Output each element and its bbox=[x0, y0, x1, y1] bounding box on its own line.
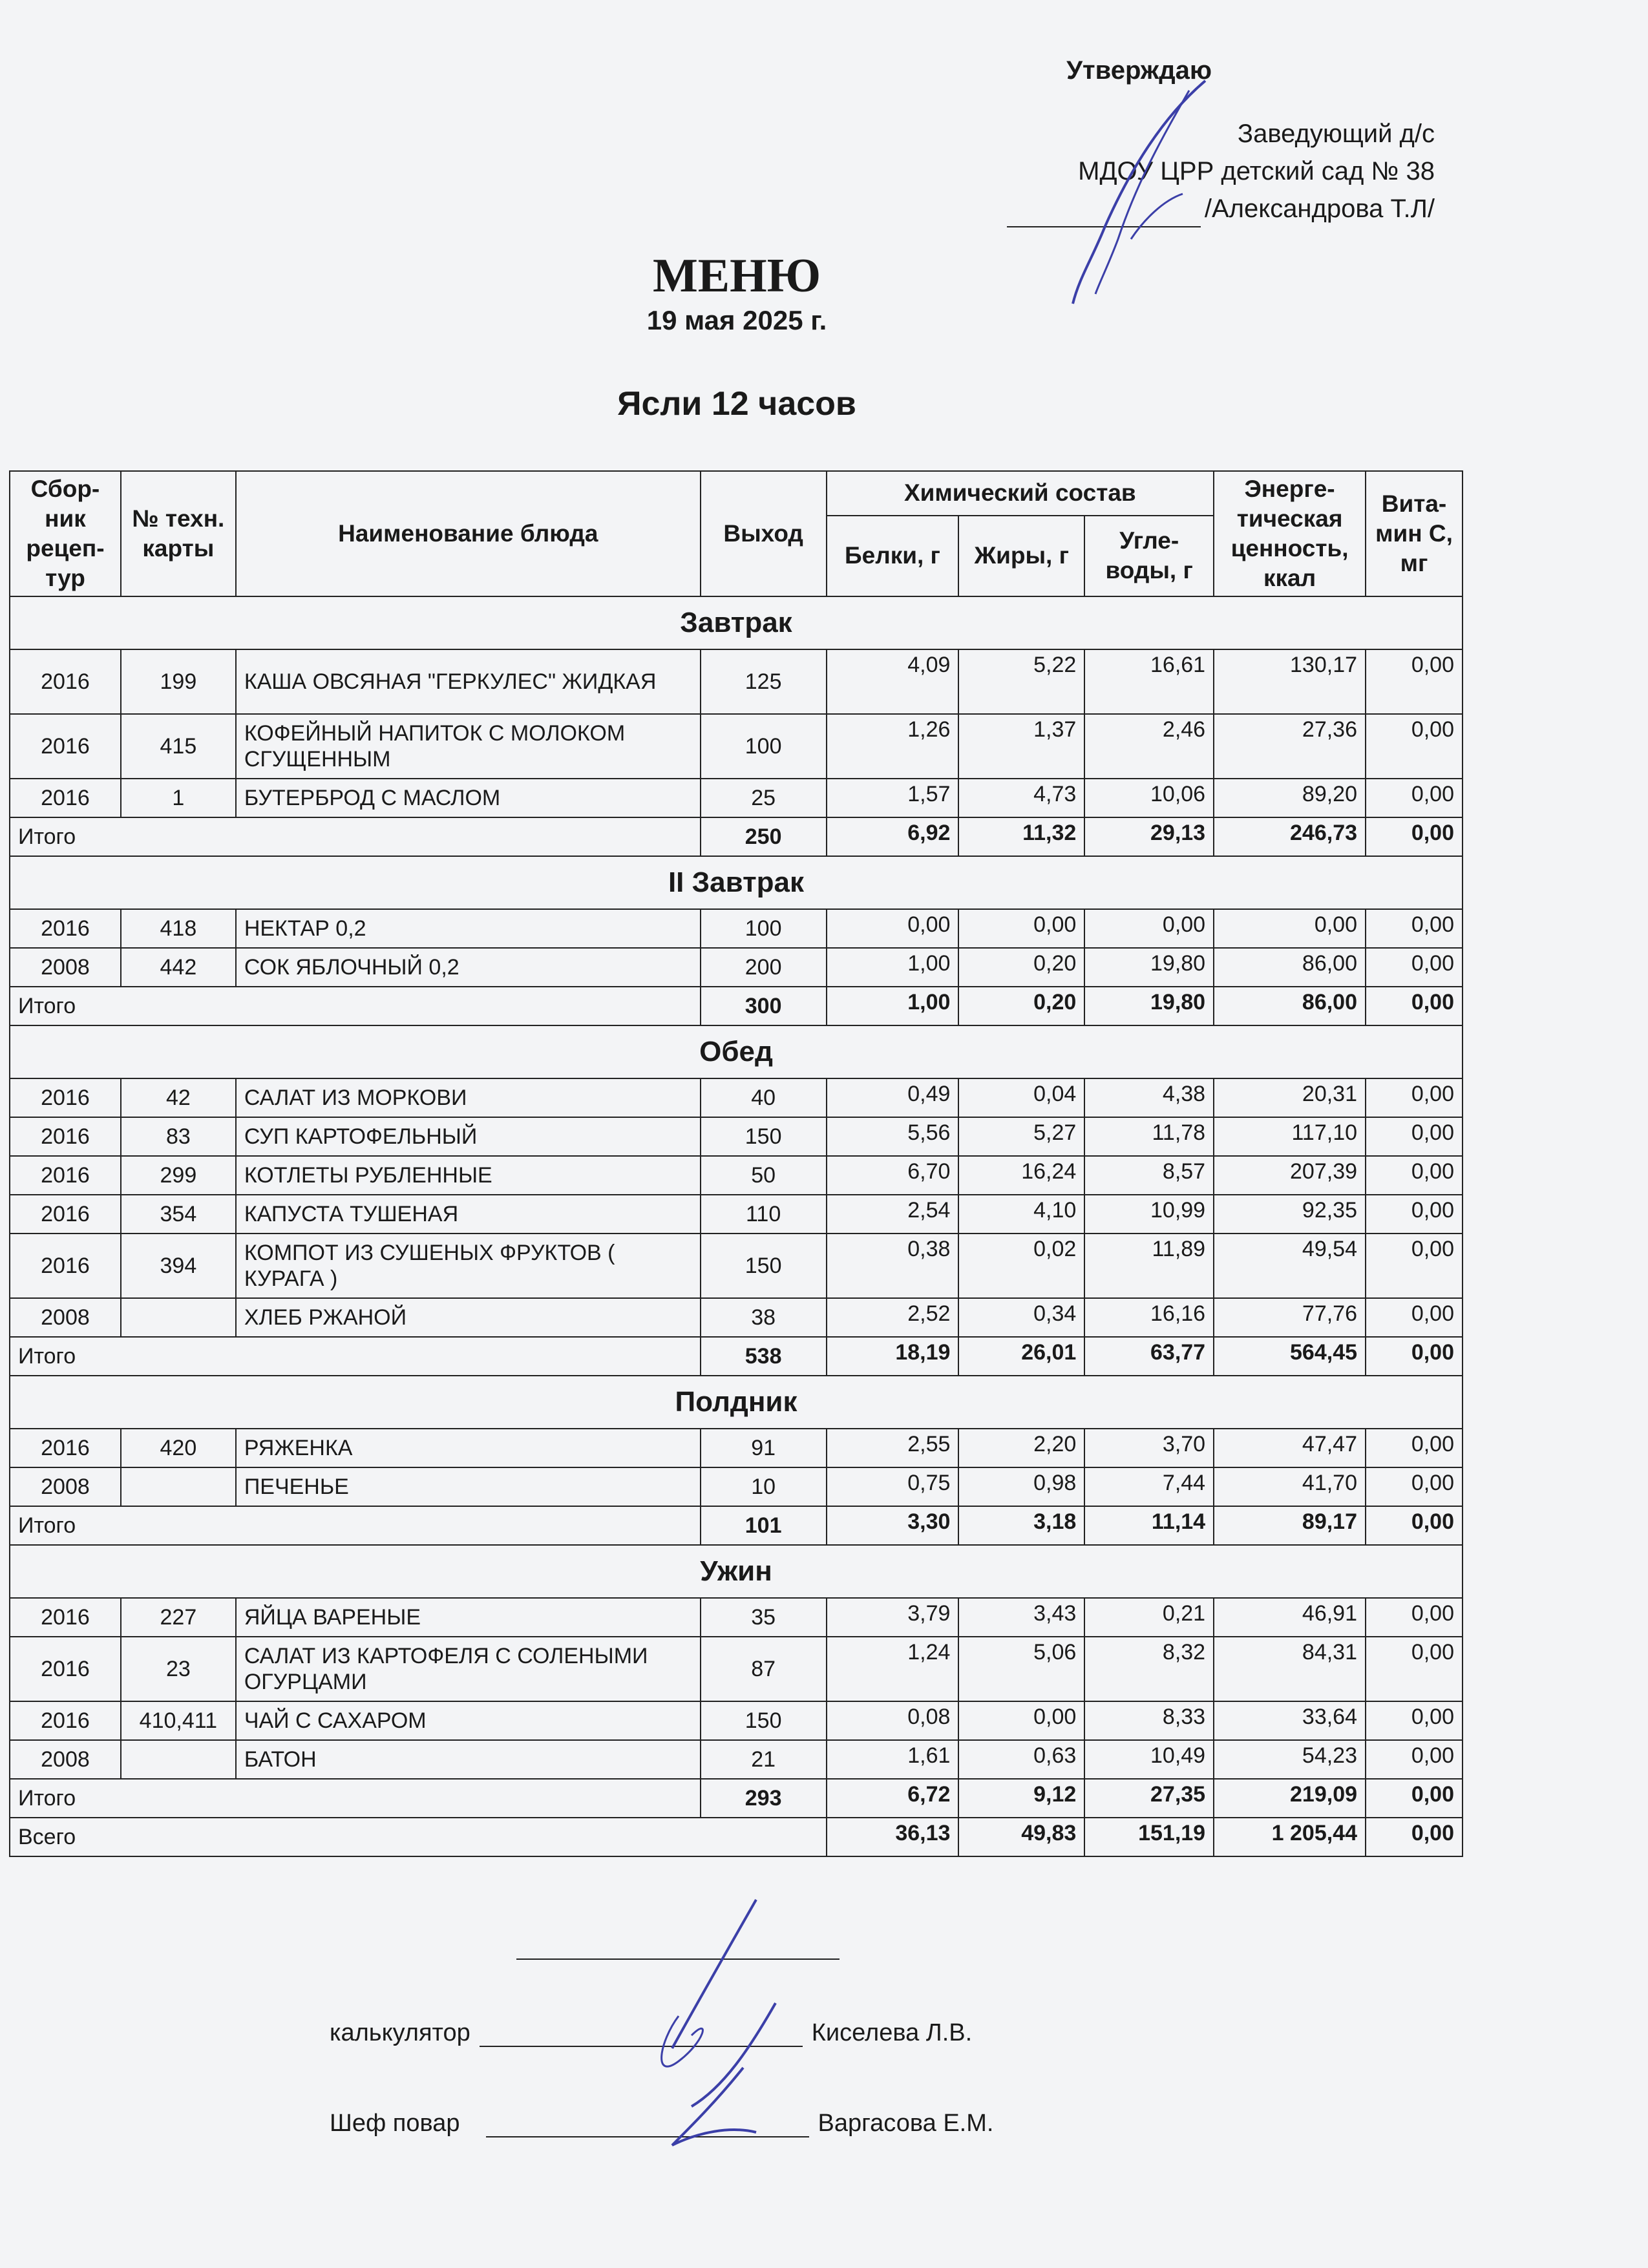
protein-cell: 2,55 bbox=[827, 1429, 959, 1467]
tech-card-cell: 1 bbox=[121, 779, 236, 817]
vitamin-cell: 0,00 bbox=[1366, 1429, 1463, 1467]
table-row bbox=[10, 1701, 1463, 1740]
vitamin-cell: 0,00 bbox=[1366, 1467, 1463, 1506]
table-row bbox=[10, 1467, 1463, 1506]
protein-cell: 2,54 bbox=[827, 1195, 959, 1234]
table-row bbox=[10, 1156, 1463, 1195]
collection-cell: 2016 bbox=[10, 1598, 121, 1637]
total-fat: 11,32 bbox=[958, 817, 1084, 856]
total-fat: 0,20 bbox=[958, 987, 1084, 1025]
table-row bbox=[10, 1598, 1463, 1637]
output-cell: 40 bbox=[701, 1078, 827, 1117]
total-fat: 26,01 bbox=[958, 1337, 1084, 1376]
table-row bbox=[10, 1429, 1463, 1467]
output-cell: 35 bbox=[701, 1598, 827, 1637]
section-title: II Завтрак bbox=[10, 856, 1463, 909]
tech-card-cell: 418 bbox=[121, 909, 236, 948]
dish-name-cell: КОТЛЕТЫ РУБЛЕННЫЕ bbox=[236, 1156, 701, 1195]
output-cell: 91 bbox=[701, 1429, 827, 1467]
section-header bbox=[10, 596, 1463, 649]
energy-cell: 130,17 bbox=[1214, 649, 1366, 714]
vitamin-cell: 0,00 bbox=[1366, 909, 1463, 948]
carbs-cell: 0,00 bbox=[1084, 909, 1214, 948]
dish-name-cell: РЯЖЕНКА bbox=[236, 1429, 701, 1467]
total-output: 101 bbox=[701, 1506, 827, 1545]
output-cell: 50 bbox=[701, 1156, 827, 1195]
vitamin-cell: 0,00 bbox=[1366, 1701, 1463, 1740]
tech-card-cell bbox=[121, 1467, 236, 1506]
output-cell: 200 bbox=[701, 948, 827, 987]
output-cell: 25 bbox=[701, 779, 827, 817]
energy-cell: 20,31 bbox=[1214, 1078, 1366, 1117]
vitamin-cell: 0,00 bbox=[1366, 948, 1463, 987]
table-row bbox=[10, 1195, 1463, 1234]
section-total-row bbox=[10, 1337, 1463, 1376]
energy-cell: 47,47 bbox=[1214, 1429, 1366, 1467]
page-title: МЕНЮ bbox=[652, 249, 821, 302]
menu-table bbox=[9, 470, 1463, 1857]
output-cell: 100 bbox=[701, 909, 827, 948]
output-cell: 21 bbox=[701, 1740, 827, 1779]
header-output: Выход bbox=[701, 471, 827, 596]
section-total-row bbox=[10, 1506, 1463, 1545]
output-cell: 125 bbox=[701, 649, 827, 714]
total-carbs: 11,14 bbox=[1084, 1506, 1214, 1545]
grand-total-fat: 49,83 bbox=[958, 1818, 1084, 1856]
header-energy: Энерге- тическая ценность, ккал bbox=[1214, 471, 1366, 596]
tech-card-cell: 83 bbox=[121, 1117, 236, 1156]
energy-cell: 49,54 bbox=[1214, 1234, 1366, 1298]
total-vitamin: 0,00 bbox=[1366, 1779, 1463, 1818]
fat-cell: 0,20 bbox=[958, 948, 1084, 987]
total-energy: 564,45 bbox=[1214, 1337, 1366, 1376]
collection-cell: 2016 bbox=[10, 779, 121, 817]
group-name: Ясли 12 часов bbox=[617, 385, 856, 423]
section-title: Завтрак bbox=[10, 596, 1463, 649]
energy-cell: 92,35 bbox=[1214, 1195, 1366, 1234]
output-cell: 38 bbox=[701, 1298, 827, 1337]
grand-total-vitamin: 0,00 bbox=[1366, 1818, 1463, 1856]
energy-cell: 117,10 bbox=[1214, 1117, 1366, 1156]
section-title: Полдник bbox=[10, 1376, 1463, 1429]
collection-cell: 2016 bbox=[10, 1156, 121, 1195]
protein-cell: 0,08 bbox=[827, 1701, 959, 1740]
fat-cell: 1,37 bbox=[958, 714, 1084, 779]
total-carbs: 63,77 bbox=[1084, 1337, 1214, 1376]
section-header bbox=[10, 1545, 1463, 1598]
vitamin-cell: 0,00 bbox=[1366, 1117, 1463, 1156]
approve-word: Утверждаю bbox=[1066, 56, 1212, 85]
table-row bbox=[10, 909, 1463, 948]
carbs-cell: 2,46 bbox=[1084, 714, 1214, 779]
section-header bbox=[10, 1376, 1463, 1429]
table-row bbox=[10, 1117, 1463, 1156]
carbs-cell: 10,49 bbox=[1084, 1740, 1214, 1779]
total-output: 300 bbox=[701, 987, 827, 1025]
protein-cell: 3,79 bbox=[827, 1598, 959, 1637]
collection-cell: 2016 bbox=[10, 649, 121, 714]
vitamin-cell: 0,00 bbox=[1366, 1598, 1463, 1637]
fat-cell: 16,24 bbox=[958, 1156, 1084, 1195]
energy-cell: 33,64 bbox=[1214, 1701, 1366, 1740]
vitamin-cell: 0,00 bbox=[1366, 1637, 1463, 1701]
carbs-cell: 11,78 bbox=[1084, 1117, 1214, 1156]
collection-cell: 2016 bbox=[10, 909, 121, 948]
total-protein: 6,92 bbox=[827, 817, 959, 856]
dish-name-cell: КОФЕЙНЫЙ НАПИТОК С МОЛОКОМ СГУЩЕННЫМ bbox=[236, 714, 701, 779]
table-row bbox=[10, 1234, 1463, 1298]
total-carbs: 29,13 bbox=[1084, 817, 1214, 856]
carbs-cell: 16,61 bbox=[1084, 649, 1214, 714]
tech-card-cell bbox=[121, 1298, 236, 1337]
protein-cell: 0,00 bbox=[827, 909, 959, 948]
protein-cell: 0,38 bbox=[827, 1234, 959, 1298]
total-fat: 3,18 bbox=[958, 1506, 1084, 1545]
fat-cell: 2,20 bbox=[958, 1429, 1084, 1467]
dish-name-cell: БУТЕРБРОД С МАСЛОМ bbox=[236, 779, 701, 817]
fat-cell: 0,00 bbox=[958, 1701, 1084, 1740]
collection-cell: 2016 bbox=[10, 1195, 121, 1234]
collection-cell: 2008 bbox=[10, 1467, 121, 1506]
collection-cell: 2016 bbox=[10, 714, 121, 779]
table-row bbox=[10, 714, 1463, 779]
fat-cell: 0,00 bbox=[958, 909, 1084, 948]
vitamin-cell: 0,00 bbox=[1366, 1234, 1463, 1298]
header-protein: Белки, г bbox=[827, 516, 959, 596]
total-protein: 6,72 bbox=[827, 1779, 959, 1818]
total-vitamin: 0,00 bbox=[1366, 817, 1463, 856]
dish-name-cell: САЛАТ ИЗ КАРТОФЕЛЯ С СОЛЕНЫМИ ОГУРЦАМИ bbox=[236, 1637, 701, 1701]
collection-cell: 2008 bbox=[10, 1298, 121, 1337]
fat-cell: 4,73 bbox=[958, 779, 1084, 817]
collection-cell: 2016 bbox=[10, 1701, 121, 1740]
vitamin-cell: 0,00 bbox=[1366, 1298, 1463, 1337]
dish-name-cell: КАША ОВСЯНАЯ "ГЕРКУЛЕС" ЖИДКАЯ bbox=[236, 649, 701, 714]
fat-cell: 0,04 bbox=[958, 1078, 1084, 1117]
carbs-cell: 8,33 bbox=[1084, 1701, 1214, 1740]
calculator-label: калькулятор bbox=[330, 2019, 470, 2046]
total-output: 538 bbox=[701, 1337, 827, 1376]
chef-name: Варгасова Е.М. bbox=[818, 2110, 994, 2137]
approver-position-1: Заведующий д/с bbox=[1237, 120, 1435, 148]
carbs-cell: 8,57 bbox=[1084, 1156, 1214, 1195]
collection-cell: 2016 bbox=[10, 1429, 121, 1467]
vitamin-cell: 0,00 bbox=[1366, 649, 1463, 714]
header-fat: Жиры, г bbox=[958, 516, 1084, 596]
tech-card-cell: 410,411 bbox=[121, 1701, 236, 1740]
section-title: Обед bbox=[10, 1025, 1463, 1078]
carbs-cell: 11,89 bbox=[1084, 1234, 1214, 1298]
header-carbs: Угле- воды, г bbox=[1084, 516, 1214, 596]
carbs-cell: 10,99 bbox=[1084, 1195, 1214, 1234]
tech-card-cell bbox=[121, 1740, 236, 1779]
header-vitamin: Вита- мин С, мг bbox=[1366, 471, 1463, 596]
total-protein: 1,00 bbox=[827, 987, 959, 1025]
total-carbs: 27,35 bbox=[1084, 1779, 1214, 1818]
approver-name: /Александрова Т.Л/ bbox=[1204, 194, 1435, 223]
output-cell: 87 bbox=[701, 1637, 827, 1701]
total-vitamin: 0,00 bbox=[1366, 1337, 1463, 1376]
output-cell: 100 bbox=[701, 714, 827, 779]
dish-name-cell: КАПУСТА ТУШЕНАЯ bbox=[236, 1195, 701, 1234]
protein-cell: 1,24 bbox=[827, 1637, 959, 1701]
protein-cell: 1,61 bbox=[827, 1740, 959, 1779]
total-energy: 86,00 bbox=[1214, 987, 1366, 1025]
carbs-cell: 10,06 bbox=[1084, 779, 1214, 817]
total-vitamin: 0,00 bbox=[1366, 1506, 1463, 1545]
fat-cell: 3,43 bbox=[958, 1598, 1084, 1637]
output-cell: 110 bbox=[701, 1195, 827, 1234]
section-total-row bbox=[10, 817, 1463, 856]
grand-total-carbs: 151,19 bbox=[1084, 1818, 1214, 1856]
total-label: Итого bbox=[10, 1506, 701, 1545]
tech-card-cell: 199 bbox=[121, 649, 236, 714]
grand-total-label: Всего bbox=[10, 1818, 827, 1856]
total-label: Итого bbox=[10, 817, 701, 856]
fat-cell: 0,02 bbox=[958, 1234, 1084, 1298]
dish-name-cell: СОК ЯБЛОЧНЫЙ 0,2 bbox=[236, 948, 701, 987]
energy-cell: 0,00 bbox=[1214, 909, 1366, 948]
output-cell: 10 bbox=[701, 1467, 827, 1506]
total-energy: 219,09 bbox=[1214, 1779, 1366, 1818]
carbs-cell: 4,38 bbox=[1084, 1078, 1214, 1117]
menu-date: 19 мая 2025 г. bbox=[646, 305, 827, 335]
tech-card-cell: 227 bbox=[121, 1598, 236, 1637]
table-row bbox=[10, 1637, 1463, 1701]
grand-total-protein: 36,13 bbox=[827, 1818, 959, 1856]
grand-total-energy: 1 205,44 bbox=[1214, 1818, 1366, 1856]
section-header bbox=[10, 856, 1463, 909]
dish-name-cell: КОМПОТ ИЗ СУШЕНЫХ ФРУКТОВ ( КУРАГА ) bbox=[236, 1234, 701, 1298]
tech-card-cell: 442 bbox=[121, 948, 236, 987]
fat-cell: 0,34 bbox=[958, 1298, 1084, 1337]
collection-cell: 2016 bbox=[10, 1117, 121, 1156]
menu-body bbox=[10, 596, 1463, 1856]
vitamin-cell: 0,00 bbox=[1366, 1195, 1463, 1234]
vitamin-cell: 0,00 bbox=[1366, 1156, 1463, 1195]
fat-cell: 0,98 bbox=[958, 1467, 1084, 1506]
energy-cell: 77,76 bbox=[1214, 1298, 1366, 1337]
dish-name-cell: ХЛЕБ РЖАНОЙ bbox=[236, 1298, 701, 1337]
dish-name-cell: СУП КАРТОФЕЛЬНЫЙ bbox=[236, 1117, 701, 1156]
total-output: 250 bbox=[701, 817, 827, 856]
section-total-row bbox=[10, 987, 1463, 1025]
energy-cell: 41,70 bbox=[1214, 1467, 1366, 1506]
carbs-cell: 16,16 bbox=[1084, 1298, 1214, 1337]
total-energy: 246,73 bbox=[1214, 817, 1366, 856]
tech-card-cell: 420 bbox=[121, 1429, 236, 1467]
fat-cell: 4,10 bbox=[958, 1195, 1084, 1234]
section-total-row bbox=[10, 1779, 1463, 1818]
energy-cell: 46,91 bbox=[1214, 1598, 1366, 1637]
vitamin-cell: 0,00 bbox=[1366, 1078, 1463, 1117]
chef-signature-icon bbox=[646, 2061, 776, 2165]
tech-card-cell: 415 bbox=[121, 714, 236, 779]
dish-name-cell: САЛАТ ИЗ МОРКОВИ bbox=[236, 1078, 701, 1117]
table-row bbox=[10, 1078, 1463, 1117]
tech-card-cell: 299 bbox=[121, 1156, 236, 1195]
dish-name-cell: БАТОН bbox=[236, 1740, 701, 1779]
section-title: Ужин bbox=[10, 1545, 1463, 1598]
protein-cell: 0,75 bbox=[827, 1467, 959, 1506]
collection-cell: 2008 bbox=[10, 948, 121, 987]
energy-cell: 54,23 bbox=[1214, 1740, 1366, 1779]
header-dish: Наименование блюда bbox=[236, 471, 701, 596]
fat-cell: 5,06 bbox=[958, 1637, 1084, 1701]
header-collection: Сбор- ник рецеп- тур bbox=[10, 471, 121, 596]
grand-total-row bbox=[10, 1818, 1463, 1856]
dish-name-cell: НЕКТАР 0,2 bbox=[236, 909, 701, 948]
tech-card-cell: 42 bbox=[121, 1078, 236, 1117]
tech-card-cell: 23 bbox=[121, 1637, 236, 1701]
total-label: Итого bbox=[10, 1779, 701, 1818]
collection-cell: 2016 bbox=[10, 1078, 121, 1117]
table-row bbox=[10, 1740, 1463, 1779]
vitamin-cell: 0,00 bbox=[1366, 779, 1463, 817]
table-row bbox=[10, 948, 1463, 987]
section-header bbox=[10, 1025, 1463, 1078]
vitamin-cell: 0,00 bbox=[1366, 714, 1463, 779]
output-cell: 150 bbox=[701, 1234, 827, 1298]
total-energy: 89,17 bbox=[1214, 1506, 1366, 1545]
protein-cell: 5,56 bbox=[827, 1117, 959, 1156]
dish-name-cell: ПЕЧЕНЬЕ bbox=[236, 1467, 701, 1506]
protein-cell: 1,26 bbox=[827, 714, 959, 779]
output-cell: 150 bbox=[701, 1117, 827, 1156]
collection-cell: 2008 bbox=[10, 1740, 121, 1779]
fat-cell: 5,22 bbox=[958, 649, 1084, 714]
table-row bbox=[10, 1298, 1463, 1337]
protein-cell: 4,09 bbox=[827, 649, 959, 714]
header-chem: Химический состав bbox=[827, 471, 1214, 516]
total-label: Итого bbox=[10, 1337, 701, 1376]
header-tech-card: № техн. карты bbox=[121, 471, 236, 596]
total-vitamin: 0,00 bbox=[1366, 987, 1463, 1025]
table-row bbox=[10, 779, 1463, 817]
chef-label: Шеф повар bbox=[330, 2110, 460, 2137]
energy-cell: 207,39 bbox=[1214, 1156, 1366, 1195]
calculator-name: Киселева Л.В. bbox=[811, 2019, 973, 2046]
carbs-cell: 8,32 bbox=[1084, 1637, 1214, 1701]
tech-card-cell: 394 bbox=[121, 1234, 236, 1298]
energy-cell: 27,36 bbox=[1214, 714, 1366, 779]
vitamin-cell: 0,00 bbox=[1366, 1740, 1463, 1779]
total-fat: 9,12 bbox=[958, 1779, 1084, 1818]
dish-name-cell: ЧАЙ С САХАРОМ bbox=[236, 1701, 701, 1740]
energy-cell: 84,31 bbox=[1214, 1637, 1366, 1701]
protein-cell: 2,52 bbox=[827, 1298, 959, 1337]
carbs-cell: 7,44 bbox=[1084, 1467, 1214, 1506]
carbs-cell: 19,80 bbox=[1084, 948, 1214, 987]
total-output: 293 bbox=[701, 1779, 827, 1818]
protein-cell: 0,49 bbox=[827, 1078, 959, 1117]
total-protein: 18,19 bbox=[827, 1337, 959, 1376]
tech-card-cell: 354 bbox=[121, 1195, 236, 1234]
output-cell: 150 bbox=[701, 1701, 827, 1740]
carbs-cell: 3,70 bbox=[1084, 1429, 1214, 1467]
total-protein: 3,30 bbox=[827, 1506, 959, 1545]
carbs-cell: 0,21 bbox=[1084, 1598, 1214, 1637]
approver-position-2: МДОУ ЦРР детский сад № 38 bbox=[1078, 157, 1435, 185]
energy-cell: 89,20 bbox=[1214, 779, 1366, 817]
collection-cell: 2016 bbox=[10, 1234, 121, 1298]
fat-cell: 5,27 bbox=[958, 1117, 1084, 1156]
total-carbs: 19,80 bbox=[1084, 987, 1214, 1025]
dish-name-cell: ЯЙЦА ВАРЕНЫЕ bbox=[236, 1598, 701, 1637]
collection-cell: 2016 bbox=[10, 1637, 121, 1701]
fat-cell: 0,63 bbox=[958, 1740, 1084, 1779]
total-label: Итого bbox=[10, 987, 701, 1025]
protein-cell: 6,70 bbox=[827, 1156, 959, 1195]
table-row bbox=[10, 649, 1463, 714]
protein-cell: 1,57 bbox=[827, 779, 959, 817]
protein-cell: 1,00 bbox=[827, 948, 959, 987]
energy-cell: 86,00 bbox=[1214, 948, 1366, 987]
